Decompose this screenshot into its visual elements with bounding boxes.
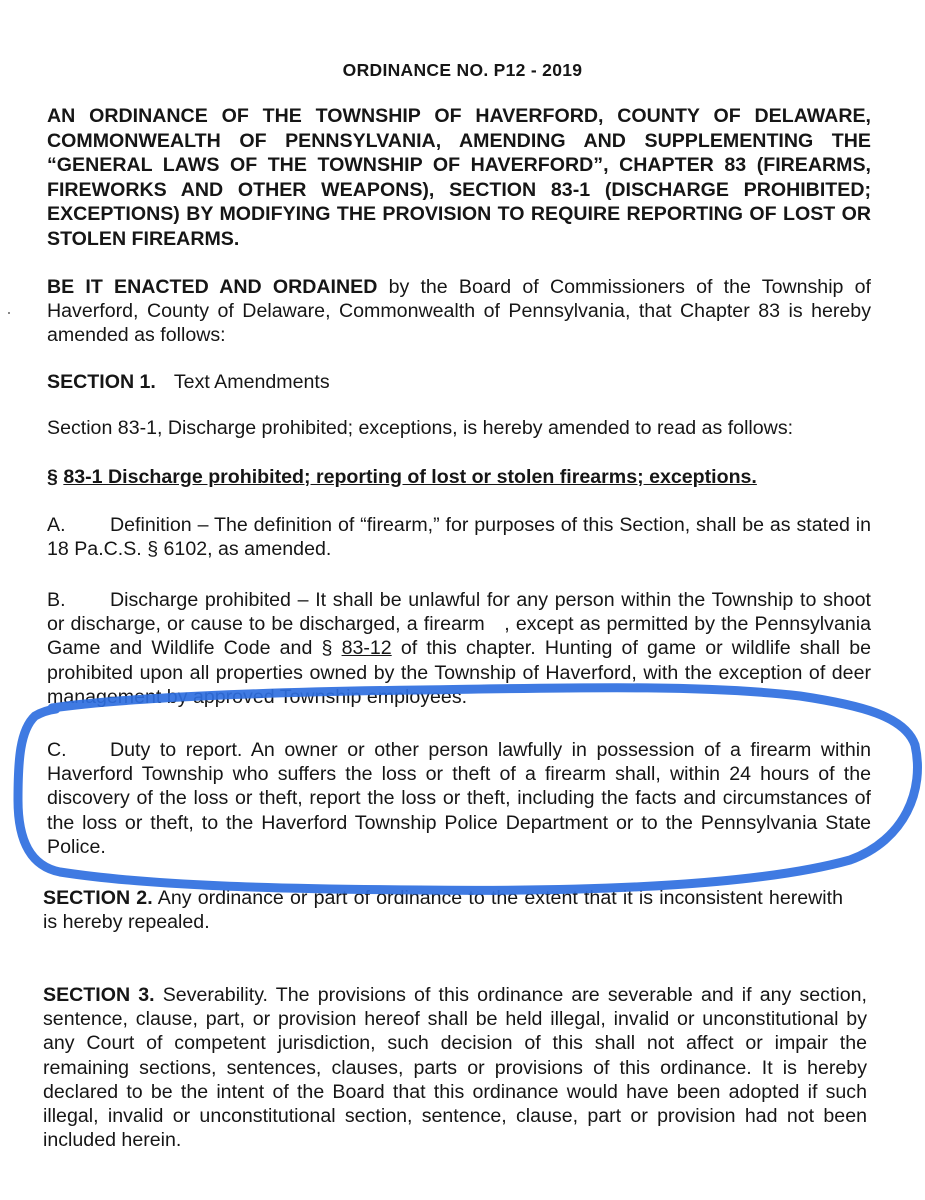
clause-b bbox=[47, 588, 871, 709]
section-1-title: Text Amendments bbox=[173, 371, 330, 393]
clause-a bbox=[47, 513, 871, 561]
clause-a-letter: A. bbox=[47, 514, 66, 536]
section-3-text: Severability. The provisions of this ordinance are severable and if any section, sentence, clause, part, or provision hereof shall be held illegal, invalid or unconstitutional by any Court of competent jurisdiction, such decision of this shall not affect or impair the remaining sections, sentences, clauses, parts or provisions of this ordinance. It is hereby declared to be the intent of the Board that this ordinance would have been adopted if such illegal, invalid or unconstitutional section, sentence, clause, part or provision had not been included herein. bbox=[43, 984, 867, 1152]
clause-b-text-1: Discharge prohibited – It shall be unlawful for any person within the Township to shoot or discharge, or cause to be discharged, a firearm , except as permitted by the Pennsylvania Game and Wildlife Code and § bbox=[47, 589, 871, 660]
section-3-label: SECTION 3. bbox=[43, 984, 155, 1006]
ordinance-title: ORDINANCE NO. P12 - 2019 bbox=[342, 60, 583, 80]
section-3 bbox=[43, 983, 867, 1152]
section-2 bbox=[43, 886, 843, 934]
enactment-text: by the Board of Commissioners of the Township of Haverford, County of Delaware, Commonwealth of Pennsylvania, that Chapter 83 is hereby amended as follows: bbox=[47, 276, 871, 347]
scan-speck bbox=[8, 312, 10, 314]
clause-c-text: Duty to report. An owner or other person lawfully in possession of a firearm within Haverford Township who suffers the loss or theft of a firearm shall, within 24 hours of the discovery of the loss or theft, report the loss or theft, including the facts and circumstances of the loss or theft, to the Haverford Township Police Department or to the Pennsylvania State Police. bbox=[47, 739, 871, 858]
section-1-label: SECTION 1. bbox=[47, 371, 156, 393]
section-83-12-reference: 83-12 bbox=[341, 637, 392, 660]
section-2-text: Any ordinance or part of ordinance to the extent that it is inconsistent herewith is hereby repealed. bbox=[43, 887, 843, 934]
section-symbol: § bbox=[47, 466, 64, 488]
clause-c-letter: C. bbox=[47, 739, 67, 761]
clause-a-text: Definition – The definition of “firearm,” for purposes of this Section, shall be as stated in 18 Pa.C.S. § 6102, as amended. bbox=[47, 514, 871, 561]
amended-section-title: 83-1 Discharge prohibited; reporting of lost or stolen firearms; exceptions. bbox=[63, 466, 757, 488]
clause-b-letter: B. bbox=[47, 589, 66, 611]
ordinance-preamble: AN ORDINANCE OF THE TOWNSHIP OF HAVERFORD, COUNTY OF DELAWARE, COMMONWEALTH OF PENNSYLVANIA, AMENDING AND SUPPLEMENTING THE “GENERAL LAWS OF THE TOWNSHIP OF HAVERFORD”, CHAPTER 83 (FIREARMS, FIREWORKS AND OTHER WEAPONS), SECTION 83-1 (DISCHARGE PROHIBITED; EXCEPTIONS) BY MODIFYING THE PROVISION TO REQUIRE REPORTING OF LOST OR STOLEN FIREARMS. bbox=[47, 105, 871, 250]
enactment-clause bbox=[47, 275, 871, 348]
section-1-intro: Section 83-1, Discharge prohibited; exceptions, is hereby amended to read as follows: bbox=[47, 417, 794, 439]
section-1-heading bbox=[47, 370, 871, 394]
section-2-label: SECTION 2. bbox=[43, 887, 153, 909]
enactment-lead: BE IT ENACTED AND ORDAINED bbox=[47, 276, 378, 298]
clause-b-text-2: of this chapter. Hunting of game or wildlife shall be prohibited upon all properties owned by the Township of Haverford, with the exception of deer management by approved Township employees. bbox=[47, 637, 871, 708]
amended-section-heading bbox=[47, 465, 871, 489]
clause-c-duty-to-report bbox=[47, 738, 871, 859]
